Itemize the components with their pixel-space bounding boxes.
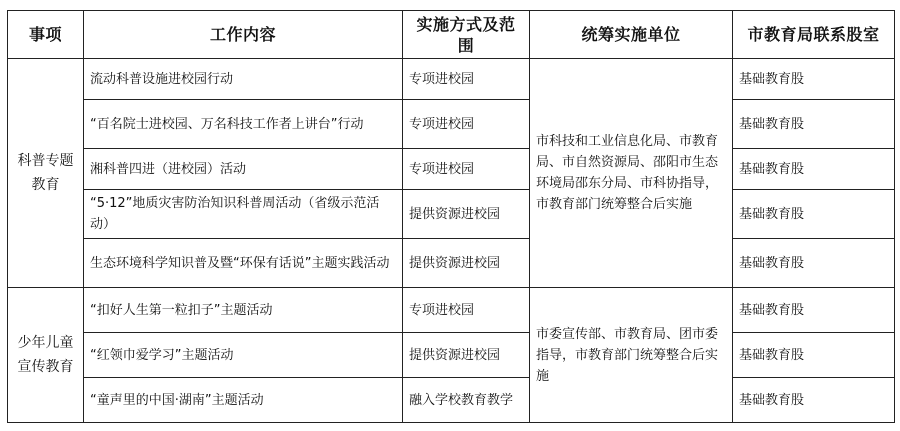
contact-cell: 基础教育股 — [733, 100, 895, 149]
table-row — [8, 333, 895, 378]
header-contact: 市教育局联系股室 — [733, 11, 895, 59]
category-cell: 科普专题教育 — [8, 59, 84, 288]
table-row — [8, 288, 895, 333]
table-header-row — [8, 11, 895, 59]
header-org: 统筹实施单位 — [530, 11, 733, 59]
content-cell: “童声里的中国·湖南”主题活动 — [84, 378, 403, 423]
method-cell: 专项进校园 — [403, 100, 530, 149]
org-cell: 市委宣传部、市教育局、团市委指导，市教育部门统筹整合后实施 — [530, 288, 733, 423]
category-cell: 少年儿童宣传教育 — [8, 288, 84, 423]
header-content: 工作内容 — [84, 11, 403, 59]
activities-table — [7, 10, 895, 423]
contact-cell: 基础教育股 — [733, 239, 895, 288]
method-cell: 提供资源进校园 — [403, 239, 530, 288]
content-cell: “百名院士进校园、万名科技工作者上讲台”行动 — [84, 100, 403, 149]
method-cell: 专项进校园 — [403, 149, 530, 190]
table-wrapper — [7, 10, 894, 423]
content-cell: 生态环境科学知识普及暨“环保有话说”主题实践活动 — [84, 239, 403, 288]
table-row — [8, 100, 895, 149]
contact-cell: 基础教育股 — [733, 378, 895, 423]
table-row — [8, 378, 895, 423]
header-method: 实施方式及范围 — [403, 11, 530, 59]
table-row — [8, 239, 895, 288]
content-cell: “红领巾爱学习”主题活动 — [84, 333, 403, 378]
table-row — [8, 59, 895, 100]
content-cell: 流动科普设施进校园行动 — [84, 59, 403, 100]
content-cell: 湘科普四进（进校园）活动 — [84, 149, 403, 190]
table-row — [8, 149, 895, 190]
contact-cell: 基础教育股 — [733, 333, 895, 378]
contact-cell: 基础教育股 — [733, 288, 895, 333]
table-row — [8, 190, 895, 239]
method-cell: 专项进校园 — [403, 288, 530, 333]
method-cell: 融入学校教育教学 — [403, 378, 530, 423]
method-cell: 提供资源进校园 — [403, 190, 530, 239]
contact-cell: 基础教育股 — [733, 149, 895, 190]
contact-cell: 基础教育股 — [733, 190, 895, 239]
method-cell: 专项进校园 — [403, 59, 530, 100]
method-cell: 提供资源进校园 — [403, 333, 530, 378]
content-cell: “5·12”地质灾害防治知识科普周活动（省级示范活动） — [84, 190, 403, 239]
contact-cell: 基础教育股 — [733, 59, 895, 100]
content-cell: “扣好人生第一粒扣子”主题活动 — [84, 288, 403, 333]
org-cell: 市科技和工业信息化局、市教育局、市自然资源局、邵阳市生态环境局邵东分局、市科协指导，市教育部门统筹整合后实施 — [530, 59, 733, 288]
header-category: 事项 — [8, 11, 84, 59]
